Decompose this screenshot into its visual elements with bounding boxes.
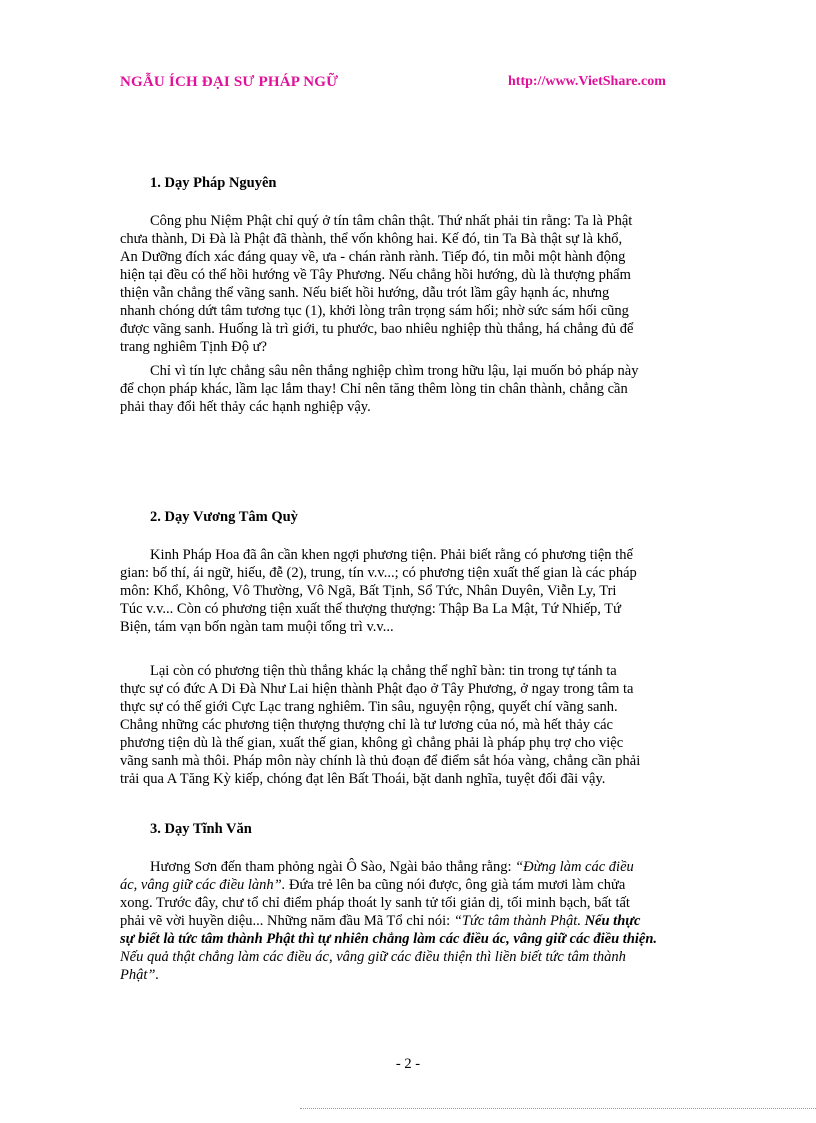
section-2-paragraph-1	[120, 546, 695, 636]
section-1-paragraph-1	[120, 212, 695, 356]
section-1-paragraph-2	[120, 362, 695, 416]
text-line: thực sự có đức A Di Đà Như Lai hiện thành Phật đạo ở Tây Phương, ở ngay trong tâm ta	[120, 681, 634, 697]
text-line	[120, 876, 695, 894]
text-line: gian: bố thí, ái ngữ, hiếu, đễ (2), trung, tín v.v...; có phương tiện xuất thế gian là các pháp	[120, 565, 637, 581]
quote-run-bold: Nếu thực	[580, 913, 641, 929]
text-line: Nếu quả thật chẳng làm các điều ác, vâng giữ các điều thiện thì liền biết tức tâm thành	[120, 949, 626, 965]
text-line: trang nghiêm Tịnh Độ ư?	[120, 339, 267, 355]
text-line: Công phu Niệm Phật chỉ quý ở tín tâm chân thật. Thứ nhất phải tin rằng: Ta là Phật	[150, 213, 633, 229]
text-line: phải thay đổi hết thảy các hạnh nghiệp vậy.	[120, 399, 371, 415]
text-line: thiện vẫn chẳng thể vãng sanh. Nếu biết hồi hướng, dẫu trót lầm gây hạnh ác, nhưng	[120, 285, 610, 301]
text-run: Đứa trẻ lên ba cũng nói được, ông già tám mươi làm chửa	[285, 877, 626, 893]
text-line: nhanh chóng dứt tâm tương tục (1), khởi lòng trân trọng sám hối; nhờ sức sám hối cũng	[120, 303, 629, 319]
text-line: Phật”.	[120, 967, 160, 983]
text-line: Lại còn có phương tiện thù thắng khác lạ chẳng thể nghĩ bàn: tin trong tự tánh ta	[150, 663, 617, 679]
text-line: chưa thành, Di Đà là Phật đã thành, thể vốn không hai. Kế đó, tin Ta Bà thật sự là khổ,	[120, 231, 623, 247]
text-line: vãng sanh mà thôi. Pháp môn này chính là thủ đoạn để điểm sắt hóa vàng, chẳng cần phải	[120, 753, 641, 769]
section-3-title: 3. Dạy Tĩnh Văn	[150, 821, 252, 837]
text-line: được vãng sanh. Huống là trì giới, tu phước, bao nhiêu nghiệp thù thắng, há chẳng đủ để	[120, 321, 634, 337]
text-line: phương tiện dù là thế gian, xuất thế gian, không gì chẳng phải là pháp phụ trợ cho việc	[120, 735, 624, 751]
text-line: Chẳng những các phương tiện thượng thượng chỉ là tư lương của nó, mà hết thảy các	[120, 717, 613, 733]
section-3-paragraph-1	[120, 858, 695, 984]
header-url-link[interactable]: http://www.VietShare.com	[508, 74, 666, 89]
footer-rule	[300, 1108, 816, 1109]
section-2-paragraph-2	[120, 662, 695, 788]
text-line: An Dưỡng đích xác đáng quay về, ưa - chán rành rành. Tiếp đó, tin mỗi một hành động	[120, 249, 626, 265]
text-line	[120, 912, 695, 930]
quote-run: “Tức tâm thành Phật.	[453, 913, 581, 929]
text-line: Kinh Pháp Hoa đã ân cần khen ngợi phương tiện. Phải biết rằng có phương tiện thế	[150, 547, 633, 563]
quote-run: ác, vâng giữ các điều lành”.	[120, 877, 286, 893]
text-line: sự biết là tức tâm thành Phật thì tự nhiên chẳng làm các điều ác, vâng giữ các điều thiện.	[120, 931, 658, 947]
text-line: để chọn pháp khác, lầm lạc lắm thay! Chỉ nên tăng thêm lòng tin chân thành, chẳng cần	[120, 381, 628, 397]
text-line: xong. Trước đây, chư tổ chỉ điểm pháp thoát ly sanh tử tối giản dị, tối minh bạch, bất tất	[120, 895, 630, 911]
text-line: Biện, tám vạn bốn ngàn tam muội tổng trì v.v...	[120, 619, 394, 635]
text-run: Hương Sơn đến tham phỏng ngài Ô Sào, Ngài bảo thẳng rằng:	[150, 859, 516, 875]
text-line	[120, 858, 695, 876]
text-line: môn: Khổ, Không, Vô Thường, Vô Ngã, Bất Tịnh, Sổ Tức, Nhân Duyên, Viễn Ly, Tri	[120, 583, 617, 599]
text-line: Chỉ vì tín lực chẳng sâu nên thắng nghiệp chìm trong hữu lậu, lại muốn bỏ pháp này	[150, 363, 639, 379]
text-line: hiện tại đều có thể hồi hướng về Tây Phương. Nếu chẳng hồi hướng, dù là thượng phẩm	[120, 267, 631, 283]
page-number: - 2 -	[395, 1056, 421, 1072]
section-1-title: 1. Dạy Pháp Nguyên	[150, 175, 277, 191]
section-2-title: 2. Dạy Vương Tâm Quỳ	[150, 509, 298, 525]
header-title: NGẪU ÍCH ĐẠI SƯ PHÁP NGỮ	[120, 74, 339, 90]
text-line: trải qua A Tăng Kỳ kiếp, chóng đạt lên Bất Thoái, bặt danh nghĩa, tuyệt đối đãi vậy.	[120, 771, 606, 787]
text-line: Túc v.v... Còn có phương tiện xuất thế thượng thượng: Thập Ba La Mật, Tứ Nhiếp, Tứ	[120, 601, 621, 617]
text-run: phải vẽ vời huyền diệu... Những năm đầu Mã Tổ chỉ nói:	[120, 913, 454, 929]
text-line: thực sự có thế giới Cực Lạc trang nghiêm. Tin sâu, nguyện rộng, quyết chí vãng sanh.	[120, 699, 618, 715]
quote-run: “Đừng làm các điều	[515, 859, 634, 875]
